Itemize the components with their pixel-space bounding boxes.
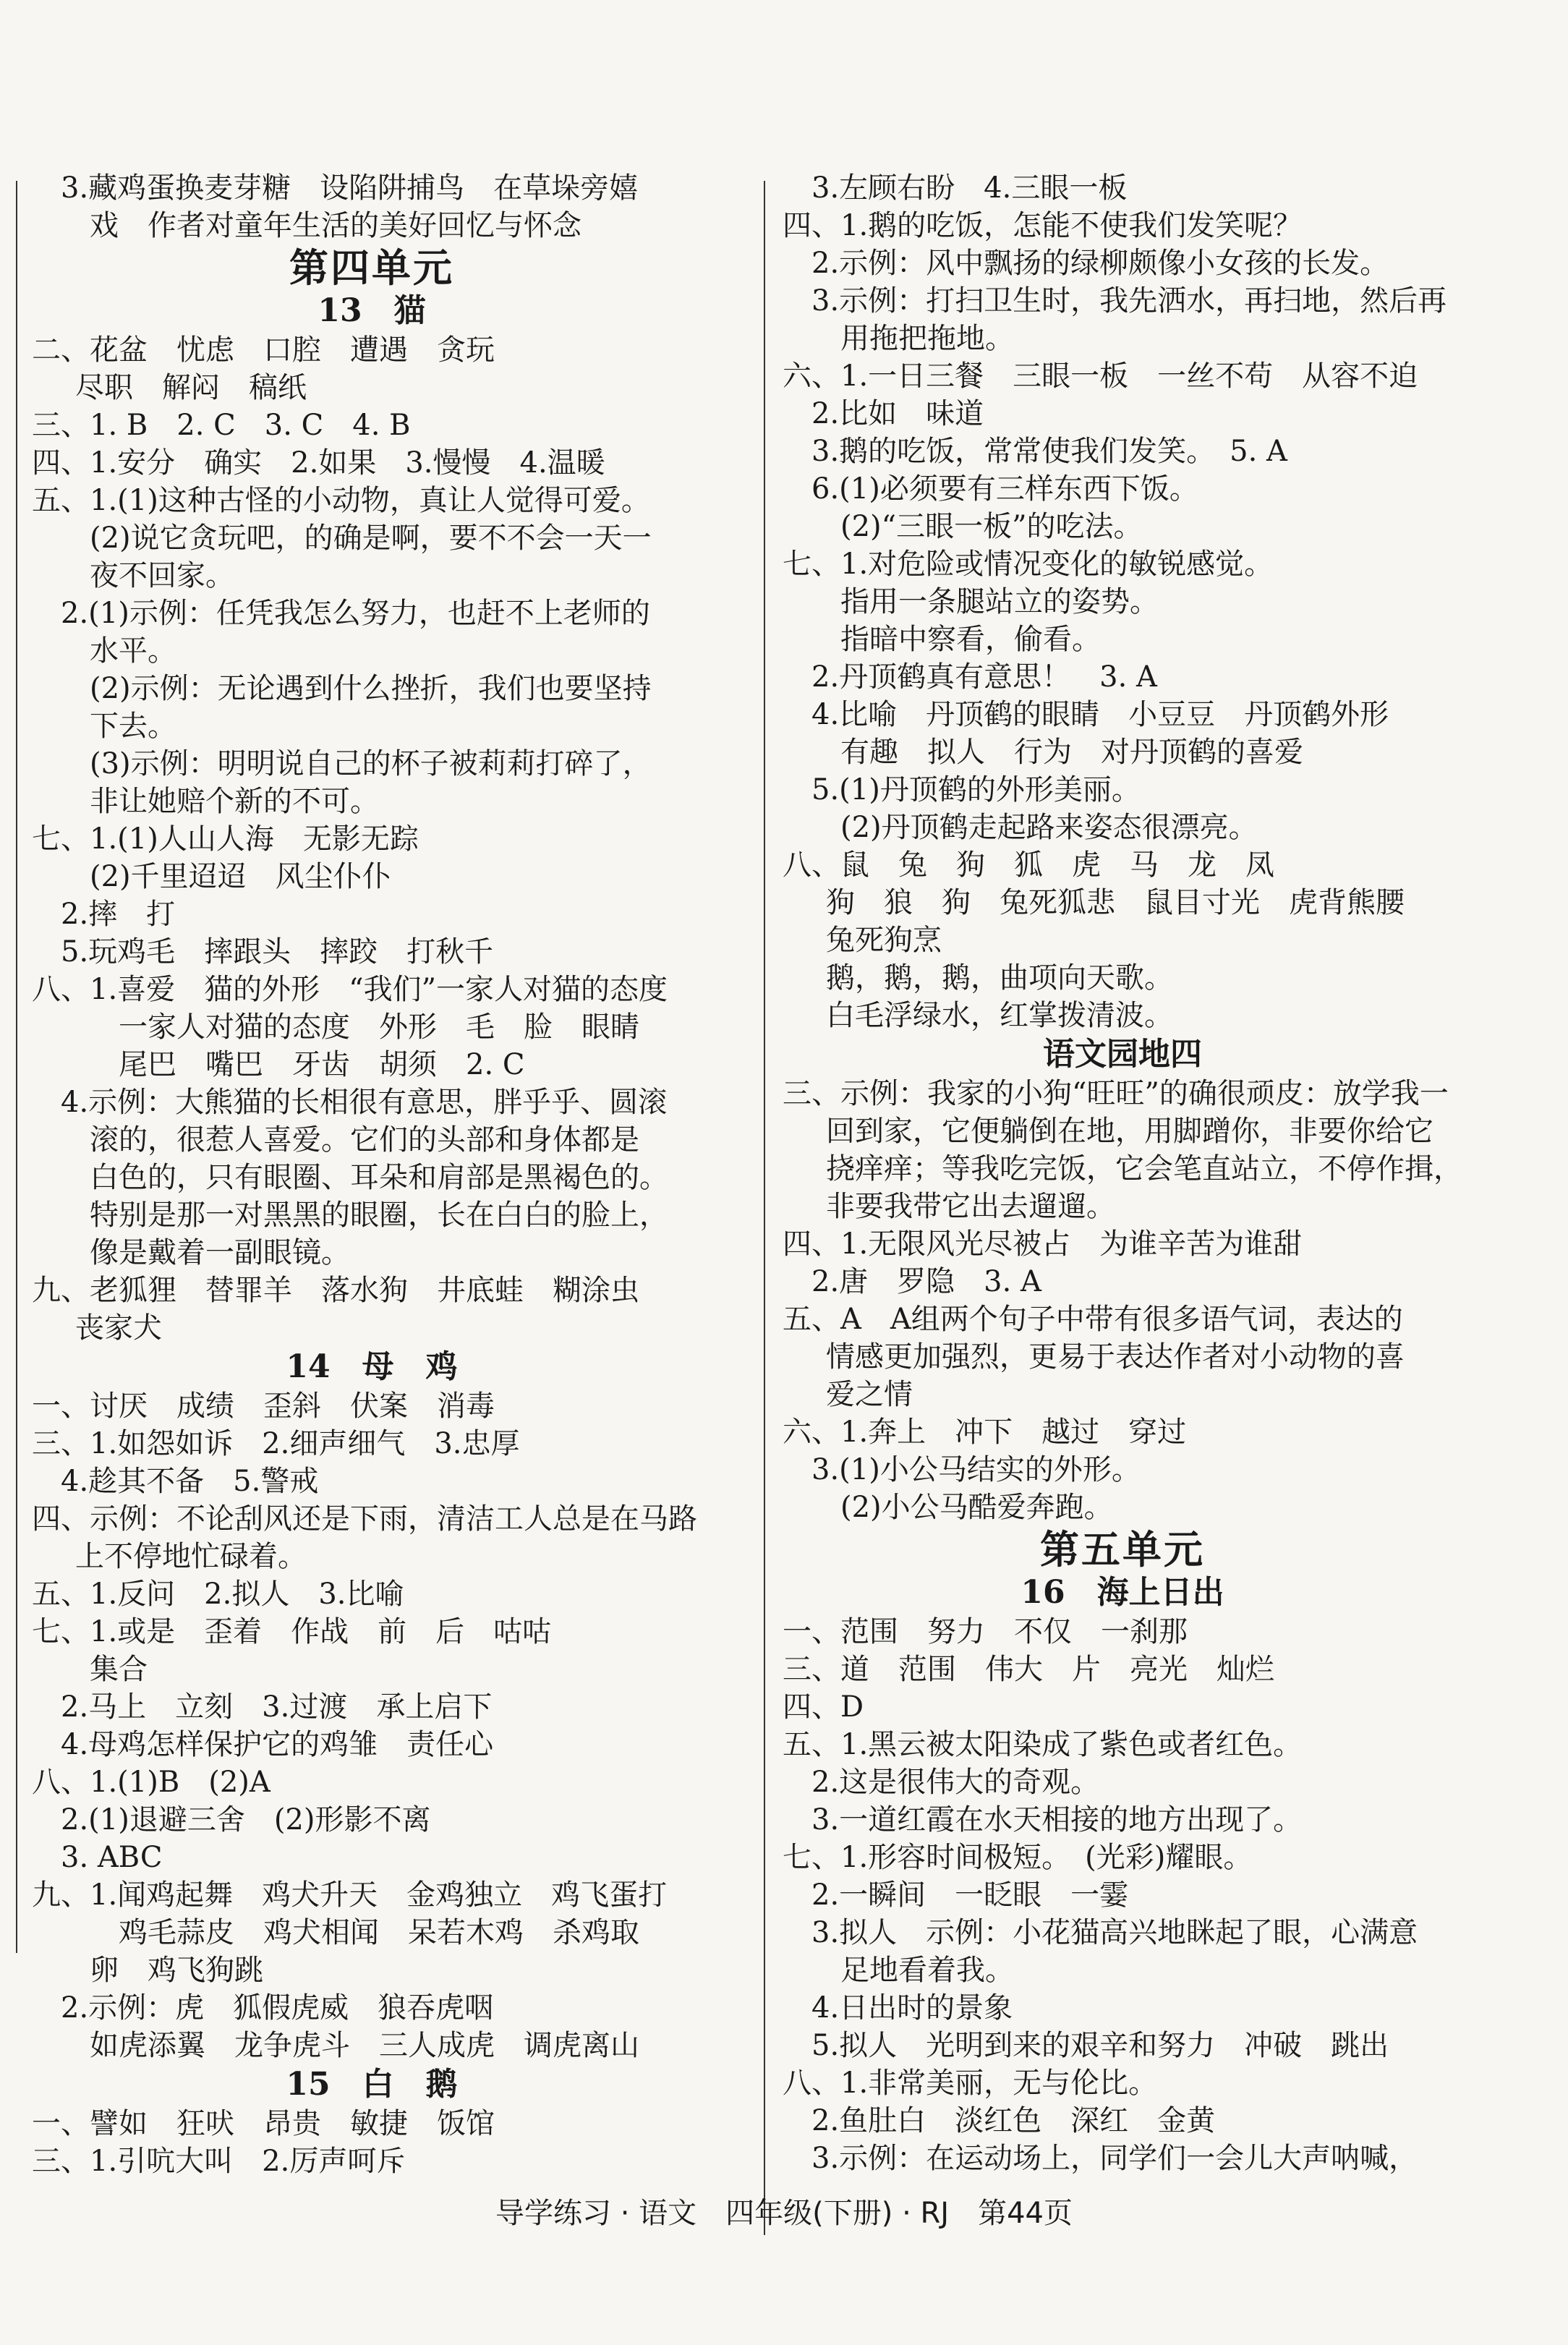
answer-line: (2)“三眼一板”的吃法。 [840,510,1143,543]
answer-line: 4.示例：大熊猫的长相很有意思，胖乎乎、圆滚 [61,1086,668,1119]
answer-line: 一、譬如 狂吠 昂贵 敏捷 饭馆 [32,2107,495,2140]
answer-line: 3.(1)小公马结实的外形。 [811,1453,1141,1486]
answer-line: 特别是那一对黑黑的眼圈，长在白白的脸上， [90,1199,668,1232]
answer-line: 非要我带它出去遛遛。 [826,1190,1115,1223]
answer-line: 2.(1)退避三舍 (2)形影不离 [61,1803,431,1837]
answer-line: 三、道 范围 伟大 片 亮光 灿烂 [783,1653,1274,1686]
answer-line: 2.摔 打 [61,898,176,931]
answer-line: 三、1. B 2. C 3. C 4. B [32,409,411,442]
answer-line: 三、1.如怨如诉 2.细声细气 3.忠厚 [32,1427,520,1460]
answer-line: 3.一道红霞在水天相接的地方出现了。 [811,1803,1303,1837]
answer-line: (2)说它贪玩吧，的确是啊，要不不会一天一 [90,522,652,555]
unit-heading: 第五单元 [1040,1526,1205,1572]
answer-line: 七、1.对危险或情况变化的敏锐感觉。 [783,548,1274,581]
left-column [32,169,712,2180]
answer-line: 2.一瞬间 一眨眼 一霎 [811,1878,1129,1912]
answer-line: 四、1.安分 确实 2.如果 3.慢慢 4.温暖 [32,446,605,480]
answer-line: 水平。 [90,634,176,668]
answer-line: 尽职 解闷 稿纸 [75,371,307,404]
answer-line: 3.左顾右盼 4.三眼一板 [811,171,1128,205]
answer-line: 鸡毛蒜皮 鸡犬相闻 呆若木鸡 杀鸡取 [119,1916,639,1949]
answer-line: 下去。 [90,710,176,743]
answer-line: 非让她赔个新的不可。 [90,785,379,818]
answer-line: 挠痒痒；等我吃完饭，它会笔直站立，不停作揖， [826,1152,1462,1186]
answer-line: 三、1.引吭大叫 2.厉声呵斥 [32,2145,406,2178]
answer-line: 四、示例：不论刮风还是下雨，清洁工人总是在马路 [32,1502,697,1536]
answer-line: 白色的，只有眼圈、耳朵和肩部是黑褐色的。 [90,1161,668,1194]
answer-line: 6.(1)必须要有三样东西下饭。 [811,472,1198,506]
answer-line: 夜不回家。 [90,559,234,592]
answer-line: 2.(1)示例：任凭我怎么努力，也赶不上老师的 [61,597,650,630]
right-column [783,169,1462,2177]
lesson-heading: 语文园地四 [1043,1036,1202,1073]
answer-line: 五、1.黑云被太阳染成了紫色或者红色。 [783,1728,1303,1761]
answer-line: 3.拟人 示例：小花猫高兴地眯起了眼，心满意 [811,1916,1418,1949]
answer-line: 五、1.(1)这种古怪的小动物，真让人觉得可爱。 [32,484,650,517]
answer-line: 2.丹顶鹤真有意思！ 3. A [811,660,1157,694]
answer-line: 3.示例：打扫卫生时，我先洒水，再扫地，然后再 [811,284,1447,318]
answer-line: 五、A A组两个句子中带有很多语气词，表达的 [783,1303,1403,1336]
answer-line: 七、1.(1)人山人海 无影无踪 [32,822,419,856]
answer-line: 四、D [783,1690,864,1724]
unit-heading: 第四单元 [289,244,454,291]
answer-line: 5.(1)丹顶鹤的外形美丽。 [811,773,1141,807]
answer-line: (2)千里迢迢 风尘仆仆 [90,860,391,893]
answer-line: 4.趁其不备 5.警戒 [61,1465,319,1498]
answer-line: 如虎添翼 龙争虎斗 三人成虎 调虎离山 [90,2029,639,2062]
answer-line: 3. ABC [61,1841,163,1874]
answer-line: 八、1.非常美丽，无与伦比。 [783,2067,1158,2100]
answer-line: 4.母鸡怎样保护它的鸡雏 责任心 [61,1728,494,1761]
answer-line: 2.比如 味道 [811,397,984,430]
lesson-heading: 14 母 鸡 [286,1348,458,1385]
answer-line: 八、鼠 兔 狗 狐 虎 马 龙 凤 [783,848,1274,882]
answer-line: 九、老狐狸 替罪羊 落水狗 井底蛙 糊涂虫 [32,1274,639,1307]
lesson-heading: 15 白 鹅 [286,2066,458,2103]
answer-line: 3.示例：在运动场上，同学们一会儿大声呐喊， [811,2142,1418,2175]
answer-line: 三、示例：我家的小狗“旺旺”的确很顽皮：放学我一 [783,1077,1449,1110]
answer-line: 2.马上 立刻 3.过渡 承上启下 [61,1690,493,1724]
answer-line: 2.示例：虎 狐假虎威 狼吞虎咽 [61,1991,494,2025]
answer-line: 2.示例：风中飘扬的绿柳颇像小女孩的长发。 [811,247,1389,280]
answer-line: 卵 鸡飞狗跳 [90,1954,263,1987]
answer-line: 四、1.鹅的吃饭，怎能不使我们发笑呢？ [783,209,1303,242]
answer-line: 指暗中察看，偷看。 [840,623,1101,656]
answer-line: 有趣 拟人 行为 对丹顶鹤的喜爱 [840,736,1303,769]
answer-line: 2.这是很伟大的奇观。 [811,1766,1100,1799]
answer-line: 五、1.反问 2.拟人 3.比喻 [32,1578,404,1611]
answer-line: 六、1.一日三餐 三眼一板 一丝不苟 从容不迫 [783,359,1418,393]
answer-line: 丧家犬 [75,1311,162,1345]
answer-line: 回到家，它便躺倒在地，用脚蹭你，非要你给它 [826,1115,1433,1148]
answer-line: 八、1.(1)B (2)A [32,1766,270,1799]
answer-line: 兔死狗烹 [826,924,942,957]
answer-line: 四、1.无限风光尽被占 为谁辛苦为谁甜 [783,1227,1303,1261]
answer-line: 尾巴 嘴巴 牙齿 胡须 2. C [119,1048,525,1081]
answer-line: 八、1.喜爱 猫的外形 “我们”一家人对猫的态度 [32,973,668,1006]
answer-line: 足地看着我。 [840,1954,1014,1987]
answer-line: 一家人对猫的态度 外形 毛 脸 眼睛 [119,1010,639,1044]
answer-line: 4.比喻 丹顶鹤的眼睛 小豆豆 丹顶鹤外形 [811,698,1389,731]
answer-line: 2.唐 罗隐 3. A [811,1265,1041,1298]
answer-line: 4.日出时的景象 [811,1991,1013,2025]
lesson-heading: 13 猫 [318,292,426,329]
answer-line: 3.鹅的吃饭，常常使我们发笑。 5. A [811,435,1287,468]
answer-line: 九、1.闻鸡起舞 鸡犬升天 金鸡独立 鸡飞蛋打 [32,1878,668,1912]
answer-line: 七、1.或是 歪着 作战 前 后 咕咕 [32,1615,552,1648]
answer-line: 一、范围 努力 不仅 一刹那 [783,1615,1188,1648]
page-footer: 导学练习 · 语文 四年级(下册) · RJ 第44页 [495,2197,1073,2230]
answer-line: 5.玩鸡毛 摔跟头 摔跤 打秋千 [61,935,494,969]
answer-line: 六、1.奔上 冲下 越过 穿过 [783,1416,1187,1449]
answer-line: 狗 狼 狗 兔死狐悲 鼠目寸光 虎背熊腰 [826,886,1405,919]
answer-line: 用拖把拖地。 [840,322,1014,355]
column-divider [764,181,765,2235]
answer-line: 3.藏鸡蛋换麦芽糖 设陷阱捕鸟 在草垛旁嬉 [61,171,639,205]
answer-line: 爱之情 [826,1378,913,1411]
lesson-heading: 16 海上日出 [1021,1574,1224,1611]
answer-line: 像是戴着一副眼镜。 [90,1236,350,1269]
answer-line: (3)示例：明明说自己的杯子被莉莉打碎了， [90,747,652,780]
answer-line: 白毛浮绿水，红掌拨清波。 [826,999,1173,1032]
answer-line: 2.鱼肚白 淡红色 深红 金黄 [811,2104,1216,2137]
answer-line: 一、讨厌 成绩 歪斜 伏案 消毒 [32,1389,495,1423]
answer-line: 滚的，很惹人喜爱。它们的头部和身体都是 [90,1123,639,1157]
answer-line: (2)小公马酷爱奔跑。 [840,1491,1113,1524]
answer-line: 七、1.形容时间极短。 (光彩)耀眼。 [783,1841,1253,1874]
answer-line: 5.拟人 光明到来的艰辛和努力 冲破 跳出 [811,2029,1389,2062]
answer-line: 情感更加强烈，更易于表达作者对小动物的喜 [826,1340,1405,1374]
answer-line: 上不停地忙碌着。 [75,1540,307,1573]
answer-line: (2)丹顶鹤走起路来姿态很漂亮。 [840,811,1258,844]
answer-line: 二、花盆 忧虑 口腔 遭遇 贪玩 [32,333,495,367]
answer-line: 戏 作者对童年生活的美好回忆与怀念 [90,209,581,242]
answer-line: 集合 [90,1653,148,1686]
answer-line: (2)示例：无论遇到什么挫折，我们也要坚持 [90,672,652,705]
answer-line: 鹅，鹅，鹅，曲项向天歌。 [826,961,1173,995]
answer-line: 指用一条腿站立的姿势。 [840,585,1159,618]
left-margin-rule [16,181,17,1953]
